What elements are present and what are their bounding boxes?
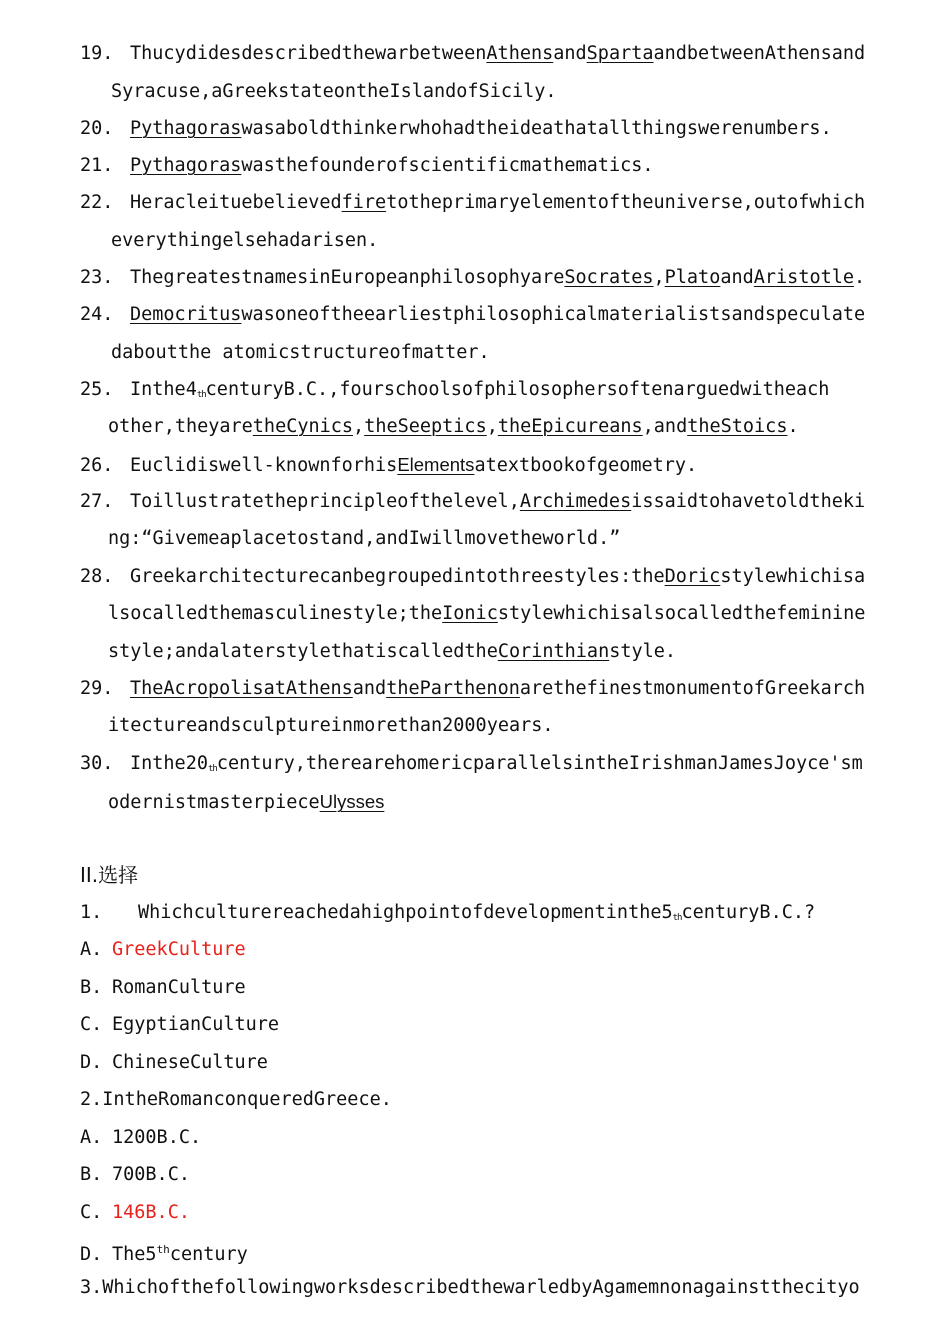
answer-seeptics: theSeeptics: [364, 416, 487, 437]
section-title: II.选择: [80, 863, 139, 887]
answer-doric: Doric: [664, 566, 721, 587]
answer-sparta: Sparta: [586, 43, 654, 64]
mc-q2-option-a[interactable]: A. 1200B.C.: [80, 1127, 202, 1148]
question-27-cont: ng:“Givemeaplacetostand,andIwillmovetheworld.”: [108, 528, 621, 549]
question-24: 24. Democrituswasoneoftheearliestphilosophicalmaterialistsandspeculate: [80, 304, 866, 325]
question-30-cont: odernistmasterpieceUlysses: [108, 791, 385, 813]
answer-archimedes: Archimedes: [519, 491, 632, 512]
mc-q1-option-b[interactable]: B. RomanCulture: [80, 977, 246, 998]
answer-aristotle: Aristotle: [753, 267, 855, 288]
answer-elements: Elements: [397, 454, 475, 475]
answer-ulysses: Ulysses: [319, 791, 385, 812]
mc-q1-option-a[interactable]: A. GreekCulture: [80, 939, 246, 960]
answer-parthenon: theParthenon: [386, 678, 520, 699]
mc-q1-option-d[interactable]: D. ChineseCulture: [80, 1052, 268, 1073]
question-28-cont-2: style;andalaterstylethatiscalledtheCorinthianstyle.: [108, 641, 677, 662]
question-24-cont: daboutthe atomicstructureofmatter.: [111, 342, 490, 363]
question-25: 25. $Inthe4_{th}centuryB.C.,fourschoolsofphilosophersoftenarguedwitheach$: [80, 379, 830, 400]
mc-q2-option-b[interactable]: B. 700B.C.: [80, 1164, 190, 1185]
answer-pythagoras: Pythagoras: [130, 155, 242, 176]
question-28-cont-1: lsocalledthemasculinestyle;theIonicstylewhichisalsocalledthefeminine: [108, 603, 866, 624]
question-27: 27. Toillustratetheprincipleofthelevel,Archimedesissaidtohavetoldtheki: [80, 491, 866, 512]
answer-stoics: theStoics: [687, 416, 788, 437]
answer-ionic: Ionic: [442, 603, 498, 624]
question-22-cont: everythingelsehadarisen.: [111, 230, 379, 251]
answer-corinthian: Corinthian: [497, 641, 610, 662]
question-19-cont: Syracuse,aGreekstateontheIslandofSicily.: [111, 81, 557, 102]
mc-question-2: 2.IntheRomanconqueredGreece.: [80, 1089, 392, 1110]
mc-question-1: 1. $Whichculturereachedahighpointofdevelopmentinthe5_{th}centuryB.C$.?: [80, 902, 816, 923]
question-21: 21. Pythagoraswasthefounderofscientificmathematics.: [80, 155, 654, 176]
mc-q2-option-d[interactable]: D. The5thcentury: [80, 1243, 248, 1265]
answer-democritus: Democritus: [130, 304, 242, 325]
answer-acropolis: TheAcropolisatAthens: [130, 678, 353, 699]
question-30: 30. $Inthe20_{th}century,therearehomericparallelsintheIrishmanJamesJoyce'sm$: [80, 753, 863, 774]
question-22: 22. Heracleituebelievedfiretotheprimaryelementoftheuniverse,outofwhich: [80, 192, 866, 213]
question-23: 23. ThegreatestnamesinEuropeanphilosophyareSocrates,PlatoandAristotle.: [80, 267, 866, 288]
answer-cynics: theCynics: [252, 416, 354, 437]
question-number: 19.: [80, 43, 114, 64]
mc-question-3: 3.WhichofthefollowingworksdescribedthewarledbyAgamemnonagainstthecityo: [80, 1277, 860, 1298]
question-26: 26. Euclidiswell-knownforhisElementsatextbookofgeometry.: [80, 454, 698, 476]
answer-plato: Plato: [664, 267, 721, 288]
answer-fire: fire: [341, 192, 387, 213]
question-20: 20. Pythagoraswasaboldthinkerwhohadtheideathatallthingswerenumbers.: [80, 118, 832, 139]
answer-epicureans: theEpicureans: [497, 416, 643, 437]
correct-answer: GreekCulture: [112, 939, 246, 960]
question-28: 28. Greekarchitecturecanbegroupedintothreestyles:theDoricstylewhichisa: [80, 566, 866, 587]
question-25-cont: other,theyaretheCynics,theSeeptics,theEpicureans,andtheStoics.: [108, 416, 799, 437]
question-19: 19. ThucydidesdescribedthewarbetweenAthensandSpartaandbetweenAthensand: [80, 43, 866, 64]
question-29-cont: itectureandsculptureinmorethan2000years.: [108, 715, 554, 736]
mc-q2-option-c[interactable]: C. 146B.C.: [80, 1202, 190, 1223]
mc-q1-option-c[interactable]: C. EgyptianCulture: [80, 1014, 280, 1035]
question-29: 29. TheAcropolisatAthensandtheParthenonarethefinestmonumentofGreekarch: [80, 678, 866, 699]
correct-answer: 146B.C.: [112, 1202, 190, 1223]
answer-athens: Athens: [486, 43, 554, 64]
answer-pythagoras: Pythagoras: [130, 118, 242, 139]
answer-socrates: Socrates: [564, 267, 654, 288]
